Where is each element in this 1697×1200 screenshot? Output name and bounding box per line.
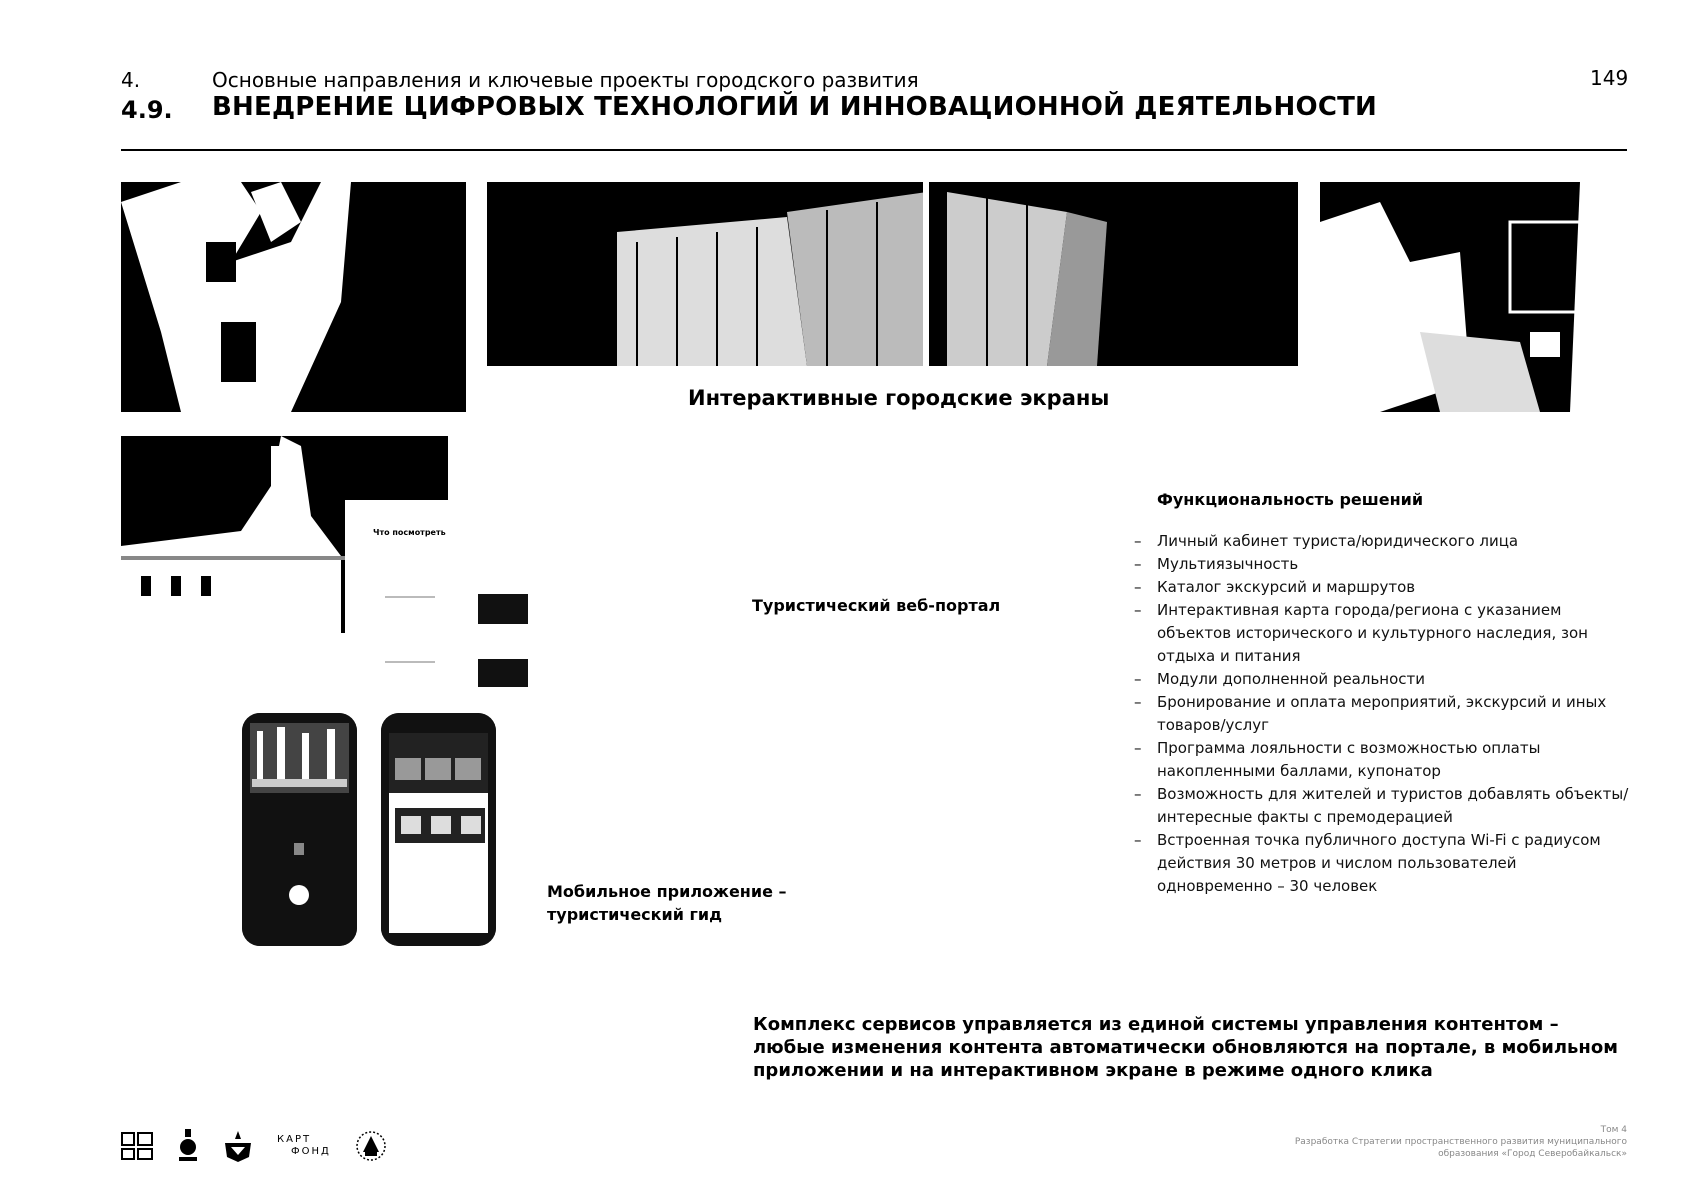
summary-line2: любые изменения контента автоматически обновляются на портале, в мобильном	[753, 1037, 1618, 1058]
footer-line1: Том 4	[1600, 1125, 1627, 1135]
functionality-item: – Возможность для жителей и туристов добавлять объекты/интересные факты с премодерацией	[1134, 783, 1634, 829]
phone-mockup-1	[242, 713, 357, 946]
mobile-app-label	[547, 880, 787, 926]
web-portal-label: Туристический веб-портал	[752, 596, 1001, 615]
city-seal-icon	[355, 1130, 387, 1162]
summary-text	[753, 1013, 1618, 1082]
functionality-item: – Интерактивная карта города/региона с указанием объектов исторического и культурного наследия, зон отдыха и питания	[1134, 599, 1634, 668]
coat-of-arms-icon	[223, 1129, 253, 1163]
subsection-number: 4.9.	[121, 96, 173, 124]
functionality-item: – Мультиязычность	[1134, 553, 1634, 576]
web-portal-mock-heading: Что посмотреть	[373, 528, 446, 537]
kiosk-photo-right	[1320, 182, 1627, 412]
emblem-icon	[177, 1129, 199, 1163]
subsection-title: ВНЕДРЕНИЕ ЦИФРОВЫХ ТЕХНОЛОГИЙ И ИННОВАЦИОННОЙ ДЕЯТЕЛЬНОСТИ	[212, 92, 1377, 122]
header-divider	[121, 149, 1627, 151]
web-portal-thumb-2	[478, 659, 528, 687]
mobile-app-label-line1: Мобильное приложение –	[547, 882, 787, 901]
web-portal-thumb-1	[478, 594, 528, 624]
functionality-item: – Встроенная точка публичного доступа Wi-Fi с радиусом действия 30 метров и числом пользователей одновременно – 30 человек	[1134, 829, 1634, 898]
functionality-item: – Каталог экскурсий и маршрутов	[1134, 576, 1634, 599]
footer-line2: Разработка Стратегии пространственного развития муниципального	[1294, 1137, 1627, 1147]
dom-rf-logo-icon	[121, 1131, 153, 1161]
functionality-list	[1134, 530, 1634, 898]
footer-line3: образования «Город Северобайкальск»	[1438, 1149, 1627, 1159]
functionality-item: – Программа лояльности с возможностью оплаты накопленными баллами, купонатор	[1134, 737, 1634, 783]
kiosk-photo-left	[121, 182, 466, 412]
section-title: Основные направления и ключевые проекты городского развития	[212, 68, 919, 92]
kiosk-photo-center	[487, 182, 1298, 366]
functionality-item: – Бронирование и оплата мероприятий, экскурсий и иных товаров/услуг	[1134, 691, 1634, 737]
functionality-title: Функциональность решений	[1157, 490, 1424, 509]
mobile-app-label-line2: туристический гид	[547, 905, 722, 924]
karp-fond-logo	[277, 1134, 331, 1158]
functionality-item: – Модули дополненной реальности	[1134, 668, 1634, 691]
fond-logo-text: ФОНД	[291, 1146, 331, 1157]
screens-caption: Интерактивные городские экраны	[688, 386, 1110, 410]
summary-line3: приложении и на интерактивном экране в режиме одного клика	[753, 1060, 1433, 1081]
footer-document-info	[1180, 1124, 1627, 1160]
footer-logos	[121, 1126, 387, 1166]
phone-mockup-2	[381, 713, 496, 946]
web-portal-mockup	[345, 500, 595, 690]
section-number: 4.	[121, 68, 141, 92]
page-number: 149	[1590, 66, 1629, 90]
summary-line1: Комплекс сервисов управляется из единой системы управления контентом –	[753, 1014, 1559, 1035]
functionality-item: – Личный кабинет туриста/юридического лица	[1134, 530, 1634, 553]
karp-logo-text: КАРТ	[277, 1134, 312, 1145]
